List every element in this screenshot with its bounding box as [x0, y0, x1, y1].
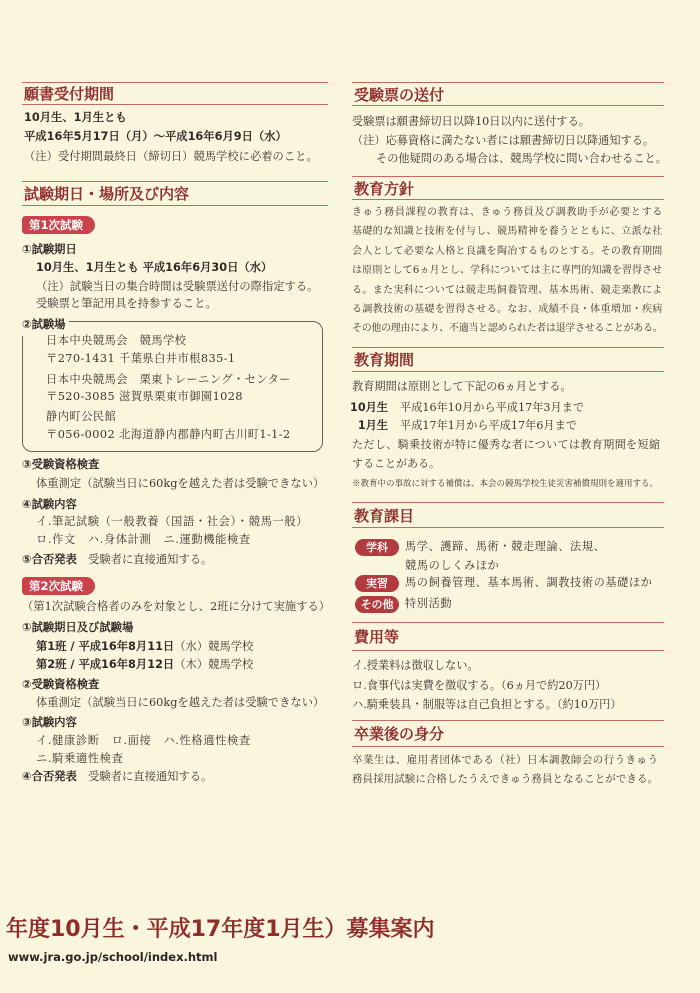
period-intro: 教育期間は原則として下記の6ヵ月とする。 — [352, 380, 572, 393]
venue-address: 〒056-0002 北海道静内郡静内町古川町1-1-2 — [46, 428, 291, 441]
second-exam-group-place: （水）競馬学校 — [174, 640, 254, 653]
first-exam-venue-title: ②試験場 — [20, 318, 69, 336]
period-term-value: 平成17年1月から平成17年6月まで — [400, 419, 577, 432]
application-period-dates: 平成16年5月17日（月）～平成16年6月9日（水） — [24, 130, 287, 143]
subject-line: 特別活動 — [405, 597, 453, 610]
first-exam-qualification-value: 体重測定（試験当日に60kgを越えた者は受験できない） — [36, 477, 325, 490]
second-exam-group-label: 第1班 / 平成16年8月11日 — [36, 640, 175, 653]
subject-line: 馬学、護蹄、馬術・競走理論、法規、 — [405, 540, 606, 553]
section-heading-fees: 費用等 — [352, 622, 664, 651]
subject-badge-practice: 実習 — [355, 575, 399, 592]
period-note-line: ただし、騎乗技術が特に優秀な者については教育期間を短縮 — [352, 438, 660, 451]
section-heading-subjects: 教育課目 — [352, 502, 664, 528]
second-exam-result — [22, 770, 212, 784]
first-exam-date-note: （注）試験当日の集合時間は受験票送付の際指定する。 — [36, 280, 319, 293]
policy-line: 会人として必要な人格と良識を陶冶するものとする。その教育期間 — [352, 246, 662, 257]
application-applies-to: 10月生、1月生とも — [24, 111, 127, 124]
first-exam-content-line: ロ.作文 ハ.身体計測 ニ.運動機能検査 — [36, 533, 251, 546]
second-exam-group-place: （木）競馬学校 — [174, 658, 254, 671]
badge-first-exam: 第1次試験 — [22, 216, 95, 234]
section-heading-period: 教育期間 — [352, 347, 664, 372]
first-exam-result-title: ⑤合否発表 — [22, 553, 77, 566]
subject-line: 競馬のしくみほか — [405, 559, 500, 572]
period-term-value: 平成16年10月から平成17年3月まで — [400, 401, 585, 414]
second-exam-schedule-title: ①試験期日及び試験場 — [22, 621, 134, 634]
badge-second-exam: 第2次試験 — [22, 577, 95, 595]
second-exam-qualification-value: 体重測定（試験当日に60kgを越えた者は受験できない） — [36, 696, 325, 709]
fee-line: イ.授業料は徴収しない。 — [352, 659, 479, 672]
policy-line: る調教技術の基礎を習得させる。なお、成績不良・体重増加・疾病 — [352, 304, 662, 315]
second-exam-content-line: ニ.騎乗適性検査 — [36, 752, 124, 765]
first-exam-qualification-title: ③受験資格検査 — [22, 458, 100, 471]
first-exam-result-value: 受験者に直接通知する。 — [88, 553, 213, 566]
subject-line: 馬の飼養管理、基本馬術、調教技術の基礎ほか — [405, 576, 653, 589]
first-exam-content-title: ④試験内容 — [22, 498, 77, 511]
second-exam-scope-note: （第1次試験合格者のみを対象とし、2班に分けて実施する） — [22, 600, 331, 613]
ticket-line: 受験票は願書締切日以降10日以内に送付する。 — [352, 115, 590, 128]
venue-name: 日本中央競馬会 栗東トレーニング・センター — [46, 373, 291, 386]
period-note-line: することがある。 — [352, 457, 440, 470]
policy-line: は原則として6ヵ月とし、学科については主に専門的知識を習得させ — [352, 265, 662, 276]
section-heading-application-period: 願書受付期間 — [22, 82, 328, 105]
period-term-label: 1月生 — [357, 419, 388, 432]
first-exam-date-value: 10月生、1月生とも 平成16年6月30日（水） — [36, 261, 273, 274]
graduation-line: 務員採用試験に合格したうえできゅう務員となることができる。 — [352, 773, 658, 785]
venue-address: 〒270-1431 千葉県白井市根835-1 — [46, 352, 236, 365]
second-exam-qualification-title: ②受験資格検査 — [22, 678, 100, 691]
venue-name: 静内町公民館 — [46, 410, 117, 423]
fee-line: ロ.食事代は実費を徴収する。（6ヵ月で約20万円） — [352, 679, 607, 692]
policy-line: 基礎的な知識と技術を付与し、競馬精神を養うとともに、立派な社 — [352, 226, 662, 237]
policy-line: る。また実科については競走馬飼養管理、基本馬術、競走楽教によ — [352, 285, 662, 296]
policy-line: その他の理由により、不適当と認められた者は退学させることがある。 — [352, 323, 663, 334]
second-exam-result-title: ④合否発表 — [22, 770, 77, 783]
footer-url: www.jra.go.jp/school/index.html — [8, 950, 218, 964]
ticket-line: その他疑問のある場合は、競馬学校に問い合わせること。 — [376, 152, 667, 165]
policy-line: きゅう務員課程の教育は、きゅう務員及び調教助手が必要とする — [352, 207, 662, 218]
second-exam-result-value: 受験者に直接通知する。 — [88, 770, 213, 783]
second-exam-group — [36, 658, 253, 672]
section-heading-graduation: 卒業後の身分 — [352, 720, 664, 747]
fee-line: ハ.騎乗装具・制服等は自己負担とする。（約10万円） — [352, 698, 622, 711]
period-term-label: 10月生 — [350, 401, 388, 414]
first-exam-content-line: イ.筆記試験（一般教養（国語・社会）・競馬一般） — [36, 515, 309, 528]
ticket-line: （注）応募資格に満たない者には願書締切日以降通知する。 — [352, 134, 655, 147]
first-exam-result — [22, 553, 212, 567]
first-exam-date-note: 受験票と筆記用具を持参すること。 — [36, 297, 217, 310]
graduation-line: 卒業生は、雇用者団体である（社）日本調教師会の行うきゅう — [352, 754, 658, 766]
second-exam-content-title: ③試験内容 — [22, 716, 77, 729]
subject-badge-other: その他 — [355, 596, 399, 613]
section-heading-ticket: 受験票の送付 — [352, 82, 664, 106]
section-heading-exam: 試験期日・場所及び内容 — [22, 181, 328, 206]
venue-name: 日本中央競馬会 競馬学校 — [46, 334, 187, 347]
application-note: （注）受付期間最終日（締切日）競馬学校に必着のこと。 — [24, 150, 318, 163]
footer-title: 年度10月生・平成17年度1月生）募集案内 — [6, 917, 435, 942]
period-footnote: ※教育中の事故に対する補償は、本会の競馬学校生徒災害補償規則を適用する。 — [352, 479, 659, 489]
second-exam-group — [36, 640, 253, 654]
second-exam-content-line: イ.健康診断 ロ.面接 ハ.性格適性検査 — [36, 734, 251, 747]
second-exam-group-label: 第2班 / 平成16年8月12日 — [36, 658, 175, 671]
first-exam-date-title: ①試験期日 — [22, 243, 77, 256]
venue-address: 〒520-3085 滋賀県栗東市御園1028 — [46, 390, 243, 403]
section-heading-policy: 教育方針 — [352, 176, 664, 200]
subject-badge-academic: 学科 — [355, 539, 399, 556]
